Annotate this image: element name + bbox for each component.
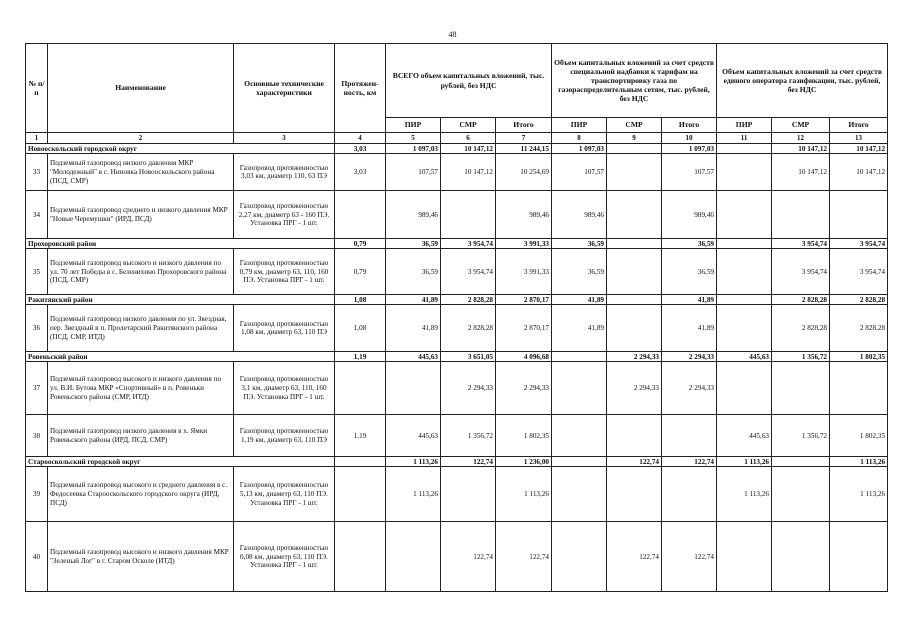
group-total-pir: 41,89: [386, 295, 441, 305]
row-length: 3,03: [335, 154, 386, 191]
row-operator-smr: 2 828,28: [772, 305, 830, 352]
row-num: 34: [26, 191, 48, 239]
row-operator-pir: [717, 362, 772, 415]
row-tech: Газопровод протяженностью 1,08 км, диаметр 63, 110 ПЭ: [234, 305, 335, 352]
group-operator-smr: 3 954,74: [772, 239, 830, 249]
row-name: Подземный газопровод низкого давления в х. Ямки Ровеньского района (ИРД, ПСД, СМР): [48, 415, 234, 457]
row-name: Подземный газопровод высокого и низкого давления по ул. 70 лет Победы в с. Беленихино Прохоровского района (ПСД, СМР): [48, 249, 234, 295]
row-length: [335, 467, 386, 522]
group-length: 1,19: [335, 352, 386, 362]
column-number: 3: [234, 133, 335, 144]
group-title: Ровеньский район: [26, 352, 335, 362]
group-total-smr: 10 147,12: [441, 144, 496, 154]
row-num: 35: [26, 249, 48, 295]
row-operator-smr: [772, 467, 830, 522]
row-special-smr: 2 294,33: [607, 362, 662, 415]
group-special-smr: [607, 144, 662, 154]
group-total-pir: 1 097,03: [386, 144, 441, 154]
group-length: 0,79: [335, 239, 386, 249]
row-operator-itogo: 3 954,74: [830, 249, 888, 295]
row-name: Подземный газопровод среднего и низкого давления МКР "Новые Черемушки" (ИРД, ПСД): [48, 191, 234, 239]
group-operator-smr: 10 147,12: [772, 144, 830, 154]
group-total-itogo: 3 991,33: [496, 239, 552, 249]
row-special-itogo: 122,74: [662, 522, 717, 592]
row-operator-smr: 3 954,74: [772, 249, 830, 295]
column-number-row: [26, 133, 888, 144]
row-special-smr: 122,74: [607, 522, 662, 592]
group-total-smr: 122,74: [441, 457, 496, 467]
row-operator-smr: 10 147,12: [772, 154, 830, 191]
group-operator-itogo: 2 828,28: [830, 295, 888, 305]
group-total-smr: 2 828,28: [441, 295, 496, 305]
row-total-itogo: 1 802,35: [496, 415, 552, 457]
header-special-group: Объем капитальных вложений за счет средств специальной надбавки к тарифам на транспортировку газа по газораспределительным сетям, тыс. рублей, без НДС: [552, 44, 717, 118]
row-length: 0,79: [335, 249, 386, 295]
group-operator-smr: 2 828,28: [772, 295, 830, 305]
row-tech: Газопровод протяженностью 0,08 км, диаметр 63, 110 ПЭ. Установка ПРГ - 1 шт.: [234, 522, 335, 592]
group-title: Прохоровский район: [26, 239, 335, 249]
group-special-pir: 36,59: [552, 239, 607, 249]
group-length: 3,03: [335, 144, 386, 154]
row-num: 40: [26, 522, 48, 592]
row-name: Подземный газопровод высокого и низкого давления МКР "Зеленый Лог" в г. Старом Осколе (ИТД): [48, 522, 234, 592]
row-operator-itogo: [830, 191, 888, 239]
header-length: Протяжен-ность, км: [335, 44, 386, 133]
header-num: № п/п: [26, 44, 48, 133]
group-special-smr: [607, 295, 662, 305]
table-row: [26, 522, 888, 592]
group-operator-smr: 1 356,72: [772, 352, 830, 362]
row-total-itogo: 1 113,26: [496, 467, 552, 522]
column-number: 6: [441, 133, 496, 144]
row-tech: Газопровод протяженностью 2,27 км, диаметр 63 - 160 ПЭ. Установка ПРГ - 1 шт.: [234, 191, 335, 239]
row-special-pir: 989,46: [552, 191, 607, 239]
row-special-pir: [552, 467, 607, 522]
row-operator-itogo: [830, 362, 888, 415]
row-total-pir: [386, 522, 441, 592]
row-operator-smr: [772, 362, 830, 415]
row-special-pir: [552, 415, 607, 457]
column-number: 9: [607, 133, 662, 144]
group-special-pir: 1 097,03: [552, 144, 607, 154]
row-tech: Газопровод протяженностью 3,1 км, диаметр 63, 110, 160 ПЭ. Установка ПРГ - 1 шт.: [234, 362, 335, 415]
row-total-pir: 36,59: [386, 249, 441, 295]
row-special-itogo: [662, 467, 717, 522]
row-tech: Газопровод протяженностью 5,13 км, диаметр 63, 110 ПЭ. Установка ПРГ - 1 шт.: [234, 467, 335, 522]
row-operator-pir: [717, 305, 772, 352]
group-total-itogo: 1 236,00: [496, 457, 552, 467]
row-total-pir: [386, 362, 441, 415]
row-operator-pir: 1 113,26: [717, 467, 772, 522]
header-name: Наименование: [48, 44, 234, 133]
group-total-smr: 3 651,05: [441, 352, 496, 362]
group-total-itogo: 11 244,15: [496, 144, 552, 154]
group-operator-itogo: 1 113,26: [830, 457, 888, 467]
group-title: Ракитянский район: [26, 295, 335, 305]
row-length: [335, 362, 386, 415]
column-number: 8: [552, 133, 607, 144]
group-special-itogo: 2 294,33: [662, 352, 717, 362]
row-total-pir: 1 113,26: [386, 467, 441, 522]
group-special-smr: [607, 239, 662, 249]
row-length: 1,08: [335, 305, 386, 352]
row-num: 39: [26, 467, 48, 522]
group-total-smr: 3 954,74: [441, 239, 496, 249]
header-total-smr: СМР: [441, 118, 496, 133]
row-operator-pir: [717, 154, 772, 191]
row-special-itogo: 107,57: [662, 154, 717, 191]
group-special-smr: 2 294,33: [607, 352, 662, 362]
row-total-pir: 445,63: [386, 415, 441, 457]
row-special-pir: 36,59: [552, 249, 607, 295]
row-total-smr: [441, 191, 496, 239]
row-tech: Газопровод протяженностью 3,03 км, диаметр 110, 63 ПЭ: [234, 154, 335, 191]
row-total-pir: 989,46: [386, 191, 441, 239]
header-total-itogo: Итого: [496, 118, 552, 133]
table-row: [26, 249, 888, 295]
row-length: 1,19: [335, 415, 386, 457]
group-operator-pir: 1 113,26: [717, 457, 772, 467]
group-operator-itogo: 1 802,35: [830, 352, 888, 362]
table-row: [26, 191, 888, 239]
group-special-pir: [552, 457, 607, 467]
row-name: Подземный газопровод низкого давления МКР "Молодежный" в с. Ниновка Новооскольского района (ПСД, СМР): [48, 154, 234, 191]
header-special-smr: СМР: [607, 118, 662, 133]
group-total-pir: 445,63: [386, 352, 441, 362]
header-operator-smr: СМР: [772, 118, 830, 133]
column-number: 7: [496, 133, 552, 144]
table-row: [26, 467, 888, 522]
row-operator-itogo: 2 828,28: [830, 305, 888, 352]
row-total-smr: [441, 467, 496, 522]
row-operator-smr: [772, 522, 830, 592]
row-total-itogo: 989,46: [496, 191, 552, 239]
table-row: [26, 415, 888, 457]
group-title: Старооскольский городской округ: [26, 457, 335, 467]
header-operator-pir: ПИР: [717, 118, 772, 133]
group-special-pir: [552, 352, 607, 362]
row-operator-pir: [717, 191, 772, 239]
group-total-itogo: 2 870,17: [496, 295, 552, 305]
group-special-itogo: 36,59: [662, 239, 717, 249]
table-row: [26, 362, 888, 415]
group-operator-itogo: 3 954,74: [830, 239, 888, 249]
row-operator-itogo: [830, 522, 888, 592]
group-special-smr: 122,74: [607, 457, 662, 467]
column-number: 4: [335, 133, 386, 144]
row-special-smr: [607, 249, 662, 295]
header-total-group: ВСЕГО объем капитальных вложений, тыс. рублей, без НДС: [386, 44, 552, 118]
group-length: [335, 457, 386, 467]
row-total-itogo: 122,74: [496, 522, 552, 592]
group-operator-smr: [772, 457, 830, 467]
row-total-smr: 1 356,72: [441, 415, 496, 457]
row-total-itogo: 2 294,33: [496, 362, 552, 415]
group-operator-pir: 445,63: [717, 352, 772, 362]
row-special-smr: [607, 191, 662, 239]
group-row: [26, 239, 888, 249]
page-number: 48: [448, 30, 457, 39]
row-name: Подземный газопровод высокого и низкого давления по ул. В.И. Бутова МКР «Спортивный» в п. Ровеньки Ровеньского района (СМР, ИТД): [48, 362, 234, 415]
row-length: [335, 191, 386, 239]
group-special-itogo: 122,74: [662, 457, 717, 467]
row-total-smr: 3 954,74: [441, 249, 496, 295]
table-row: [26, 154, 888, 191]
row-special-smr: [607, 154, 662, 191]
row-operator-smr: 1 356,72: [772, 415, 830, 457]
row-tech: Газопровод протяженностью 1,19 км, диаметр 63, 110 ПЭ: [234, 415, 335, 457]
row-total-itogo: 3 991,33: [496, 249, 552, 295]
row-total-smr: 122,74: [441, 522, 496, 592]
row-operator-pir: [717, 522, 772, 592]
row-special-pir: [552, 362, 607, 415]
row-num: 33: [26, 154, 48, 191]
header-tech: Основные технические характеристики: [234, 44, 335, 133]
row-special-smr: [607, 305, 662, 352]
row-name: Подземный газопровод низкого давления по ул. Звездная, пер. Звездный в п. Пролетарский Ракитянского района (ПСД, СМР, ИТД): [48, 305, 234, 352]
group-length: 1,08: [335, 295, 386, 305]
group-operator-pir: [717, 295, 772, 305]
row-length: [335, 522, 386, 592]
row-special-itogo: [662, 415, 717, 457]
row-num: 36: [26, 305, 48, 352]
column-number: 2: [48, 133, 234, 144]
column-number: 10: [662, 133, 717, 144]
group-special-itogo: 41,89: [662, 295, 717, 305]
group-row: [26, 144, 888, 154]
column-number: 11: [717, 133, 772, 144]
group-total-pir: 1 113,26: [386, 457, 441, 467]
group-total-pir: 36,59: [386, 239, 441, 249]
row-operator-pir: [717, 249, 772, 295]
row-total-smr: 2 828,28: [441, 305, 496, 352]
header-operator-group: Объем капитальных вложений за счет средств единого оператора газификации, тыс. рублей, без НДС: [717, 44, 888, 118]
row-total-itogo: 2 870,17: [496, 305, 552, 352]
group-row: [26, 295, 888, 305]
row-num: 38: [26, 415, 48, 457]
column-number: 12: [772, 133, 830, 144]
group-operator-pir: [717, 144, 772, 154]
group-total-itogo: 4 096,68: [496, 352, 552, 362]
row-special-pir: [552, 522, 607, 592]
row-special-itogo: 41,89: [662, 305, 717, 352]
group-operator-pir: [717, 239, 772, 249]
group-row: [26, 457, 888, 467]
row-total-pir: 107,57: [386, 154, 441, 191]
group-operator-itogo: 10 147,12: [830, 144, 888, 154]
row-total-itogo: 10 254,69: [496, 154, 552, 191]
row-special-itogo: 2 294,33: [662, 362, 717, 415]
row-operator-pir: 445,63: [717, 415, 772, 457]
row-operator-itogo: 10 147,12: [830, 154, 888, 191]
table-row: [26, 305, 888, 352]
header-operator-itogo: Итого: [830, 118, 888, 133]
capital-investment-table: [25, 43, 888, 592]
group-special-pir: 41,89: [552, 295, 607, 305]
header-special-pir: ПИР: [552, 118, 607, 133]
group-row: [26, 352, 888, 362]
header-special-itogo: Итого: [662, 118, 717, 133]
row-total-pir: 41,89: [386, 305, 441, 352]
row-special-pir: 107,57: [552, 154, 607, 191]
row-special-itogo: 989,46: [662, 191, 717, 239]
row-special-pir: 41,89: [552, 305, 607, 352]
column-number: 5: [386, 133, 441, 144]
column-number: 1: [26, 133, 48, 144]
column-number: 13: [830, 133, 888, 144]
row-special-smr: [607, 467, 662, 522]
row-special-itogo: 36,59: [662, 249, 717, 295]
row-tech: Газопровод протяженностью 0,79 км, диаметр 63, 110, 160 ПЭ. Установка ПРГ - 1 шт.: [234, 249, 335, 295]
header-total-pir: ПИР: [386, 118, 441, 133]
row-total-smr: 2 294,33: [441, 362, 496, 415]
row-name: Подземный газопровод высокого и среднего давления в с. Федосеевка Старооскольского городского округа (ИРД, ПСД): [48, 467, 234, 522]
row-operator-itogo: 1 802,35: [830, 415, 888, 457]
group-title: Новооскольский городской округ: [26, 144, 335, 154]
row-operator-smr: [772, 191, 830, 239]
row-operator-itogo: 1 113,26: [830, 467, 888, 522]
row-total-smr: 10 147,12: [441, 154, 496, 191]
row-num: 37: [26, 362, 48, 415]
group-special-itogo: 1 097,03: [662, 144, 717, 154]
row-special-smr: [607, 415, 662, 457]
